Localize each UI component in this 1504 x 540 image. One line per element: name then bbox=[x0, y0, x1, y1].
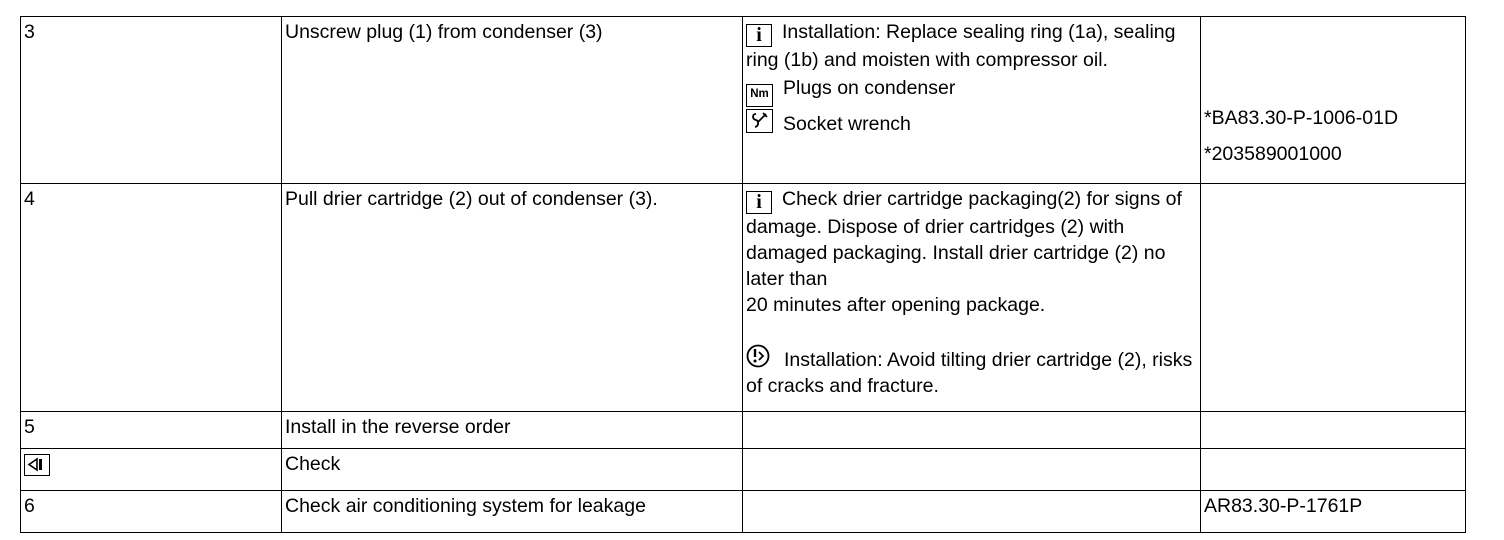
caution-note bbox=[746, 344, 1194, 399]
tool-note bbox=[746, 109, 1194, 137]
step-action: Check bbox=[282, 449, 743, 491]
step-action: Pull drier cartridge (2) out of condenser (3). bbox=[282, 184, 743, 412]
step-number bbox=[21, 449, 282, 491]
check-icon bbox=[24, 454, 50, 476]
caution-text: Installation: Avoid tilting drier cartridge (2), risks of cracks and fracture. bbox=[746, 349, 1193, 397]
socket-wrench-icon bbox=[746, 109, 773, 133]
step-notes bbox=[743, 449, 1201, 491]
table-row bbox=[21, 449, 1466, 491]
document-reference[interactable]: *BA83.30-P-1006-01D bbox=[1204, 107, 1399, 129]
step-number: 3 bbox=[21, 17, 282, 184]
torque-nm-icon: Nm bbox=[746, 84, 773, 107]
info-text: Check drier cartridge packaging(2) for signs of damage. Dispose of drier cartridges (2) with damaged packaging. Install drier cartridge (2) no later than bbox=[746, 188, 1182, 290]
table-row bbox=[21, 184, 1466, 412]
tool-label: Socket wrench bbox=[783, 113, 911, 135]
step-number: 6 bbox=[21, 491, 282, 533]
step-notes bbox=[743, 491, 1201, 533]
torque-label: Plugs on condenser bbox=[783, 77, 956, 99]
procedure-table bbox=[20, 16, 1466, 533]
torque-note bbox=[746, 75, 1194, 107]
caution-icon bbox=[746, 344, 770, 368]
step-notes bbox=[743, 412, 1201, 449]
step-references bbox=[1201, 17, 1466, 184]
info-icon: i bbox=[746, 191, 772, 214]
info-icon: i bbox=[746, 24, 772, 47]
info-note bbox=[746, 186, 1194, 292]
step-action: Check air conditioning system for leakage bbox=[282, 491, 743, 533]
step-references bbox=[1201, 184, 1466, 412]
document-reference[interactable]: AR83.30-P-1761P bbox=[1204, 495, 1363, 517]
info-note bbox=[746, 19, 1194, 73]
step-action: Unscrew plug (1) from condenser (3) bbox=[282, 17, 743, 184]
spacer bbox=[746, 318, 1194, 344]
table-row bbox=[21, 491, 1466, 533]
step-notes bbox=[743, 184, 1201, 412]
step-action: Install in the reverse order bbox=[282, 412, 743, 449]
info-text-continued: 20 minutes after opening package. bbox=[746, 294, 1046, 316]
step-references bbox=[1201, 412, 1466, 449]
step-notes bbox=[743, 17, 1201, 184]
tool-reference[interactable]: *203589001000 bbox=[1204, 143, 1342, 165]
step-number: 5 bbox=[21, 412, 282, 449]
info-text: Installation: Replace sealing ring (1a), sealing ring (1b) and moisten with compressor oil. bbox=[746, 21, 1176, 71]
step-references bbox=[1201, 449, 1466, 491]
table-row bbox=[21, 412, 1466, 449]
step-references bbox=[1201, 491, 1466, 533]
table-row bbox=[21, 17, 1466, 184]
step-number: 4 bbox=[21, 184, 282, 412]
